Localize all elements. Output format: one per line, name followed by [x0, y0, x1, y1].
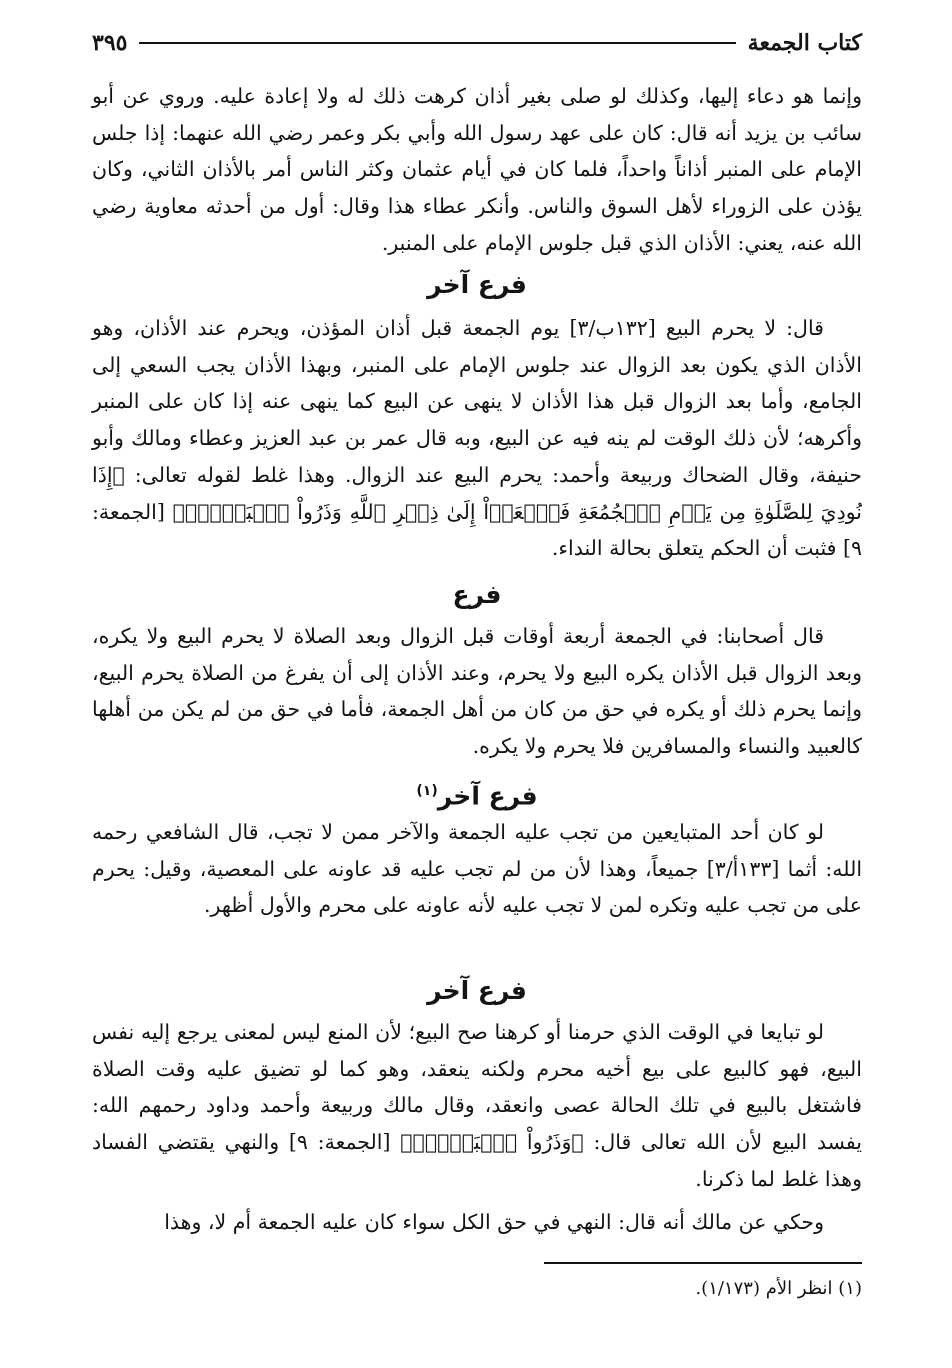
section-1-body	[92, 310, 862, 567]
closing-block	[92, 1204, 862, 1241]
chapter-title: كتاب الجمعة	[747, 30, 862, 56]
section-heading	[92, 776, 862, 811]
section-paragraph: لو كان أحد المتبايعين من تجب عليه الجمعة والآخر ممن لا تجب، قال الشافعي رحمه الله: أثما [١٣٣أ/٣] جميعاً، وهذا لأن من لم تجب عليه قد عاونه على المعصية، وقيل: يحرم على من تجب عليه وتكره لمن لا تجب عليه لأنه عاونه على محرم والأول أظهر.	[92, 820, 863, 918]
intro-paragraph: وإنما هو دعاء إليها، وكذلك لو صلى بغير أذان كرهت ذلك له ولا إعادة عليه. وروي عن أبو سائب بن يزيد أنه قال: كان على عهد رسول الله وأبي بكر وعمر رضي الله عنهما: إذا جلس الإمام على المنبر أذاناً واحداً، فلما كان في أيام عثمان وكثر الناس أمر بالأذان الثاني، وكان يؤذن على الزوراء لأهل السوق والناس. وأنكر عطاء هذا وقال: أول من أحدثه معاوية رضي الله عنه، يعني: الأذان الذي قبل جلوس الإمام على المنبر.	[92, 84, 862, 255]
intro-block	[92, 78, 862, 262]
section-paragraph: لو تبايعا في الوقت الذي حرمنا أو كرهنا صح البيع؛ لأن المنع ليس لمعنى يرجع إليه نفس البيع، فهو كالبيع على بيع أخيه محرم ولكنه ينعقد، وهو كما لو تضيق عليه وقت الصلاة فاشتغل بالبيع في تلك الحالة عصى وانعقد، وقال مالك وربيعة وأحمد وداود رحمهم الله: يفسد البيع لأن الله تعالى قال: ﴿وَذَرُواْ ٱلۡبَيۡعَۚ﴾ [الجمعة: ٩] والنهي يقتضي الفساد وهذا غلط لما ذكرنا.	[92, 1020, 862, 1191]
header-rule	[139, 42, 735, 44]
page-number: ٣٩٥	[92, 30, 128, 56]
running-header	[92, 26, 862, 60]
closing-paragraph: وحكي عن مالك أنه قال: النهي في حق الكل سواء كان عليه الجمعة أم لا، وهذا	[164, 1210, 824, 1234]
section-heading: فرع	[452, 580, 502, 609]
footnote-marker: (١)	[416, 783, 438, 799]
section-heading: فرع آخر	[427, 270, 527, 299]
section-4	[92, 976, 862, 1006]
section-4-body	[92, 1014, 862, 1198]
section-3-body	[92, 814, 862, 924]
footnote-rule	[544, 1262, 862, 1264]
section-3	[92, 776, 862, 811]
section-2-body	[92, 618, 862, 765]
section-1	[92, 270, 862, 300]
footnote: (١) انظر الأم (١/١٧٣).	[695, 1278, 862, 1299]
section-2	[92, 580, 862, 610]
section-paragraph: قال أصحابنا: في الجمعة أربعة أوقات قبل الزوال وبعد الصلاة لا يحرم البيع ولا يكره، وبعد الزوال قبل الأذان يكره البيع ولا يحرم، وعند الأذان إلى أن يفرغ من الصلاة يحرم البيع، وإنما يحرم ذلك أو يكره في حق من كان من أهل الجمعة، فأما في حق من لم يكن من أهلها كالعبيد والنساء والمسافرين فلا يحرم ولا يكره.	[92, 624, 862, 759]
section-paragraph: قال: لا يحرم البيع [١٣٢ب/٣] يوم الجمعة قبل أذان المؤذن، ويحرم عند الأذان، وهو الأذان الذي يكون بعد الزوال عند جلوس الإمام على المنبر، وبهذا الأذان يجب السعي إلى الجامع، وأما بعد الزوال قبل هذا الأذان لا ينهى عن البيع كما ينهى عنه إذا كان على المنبر وأكرهه؛ لأن ذلك الوقت لم ينه فيه عن البيع، وبه قال عمر بن عبد العزيز وعطاء ومالك وأبو حنيفة، وقال الضحاك وربيعة وأحمد: يحرم البيع عند الزوال. وهذا غلط لقوله تعالى: ﴿إِذَا نُودِيَ لِلصَّلَوٰةِ مِن يَوۡمِ ٱلۡجُمُعَةِ فَٱسۡعَوۡاْ إِلَىٰ ذِكۡرِ ٱللَّهِ وَذَرُواْ ٱلۡبَيۡعَۚ﴾ [الجمعة: ٩] فثبت أن الحكم يتعلق بحالة النداء.	[92, 316, 862, 561]
section-heading: فرع آخر	[427, 976, 527, 1005]
heading-text: فرع آخر	[437, 781, 538, 811]
